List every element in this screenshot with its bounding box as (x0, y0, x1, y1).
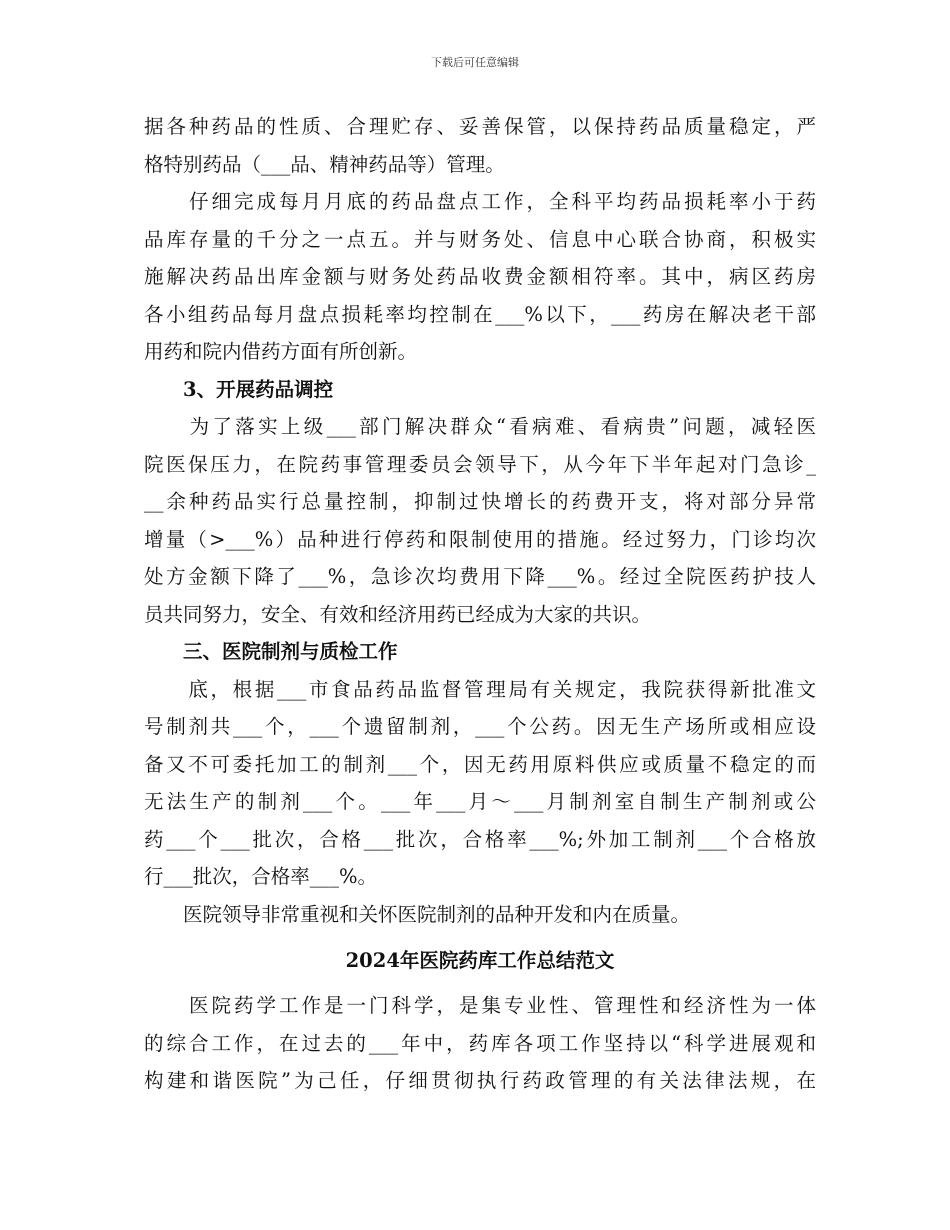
text-line: 无法生产的制剂___个。___年___月～___月制剂室自制生产制剂或公 (144, 790, 816, 813)
text-line: 医院药学工作是一门科学，是集专业性、管理性和经济性为一体 (144, 994, 816, 1017)
section-heading: 三、医院制剂与质检工作 (144, 640, 398, 663)
text-line: 药___个___批次，合格___批次，合格率___%;外加工制剂___个合格放 (144, 827, 816, 851)
text-line: 员共同努力，安全、有效和经济用药已经成为大家的共识。 (144, 602, 652, 626)
text-line: 号制剂共___个，___个遗留制剂，___个公药。因无生产场所或相应设 (144, 715, 816, 738)
text-line: 院医保压力，在院药事管理委员会领导下，从今年下半年起对门急诊_ (144, 452, 816, 476)
text-line: 行___批次，合格率___%。 (144, 865, 378, 888)
text-line: 格特别药品（___品、精神药品等）管理。 (144, 152, 505, 176)
text-line: 施解决药品出库金额与财务处药品收费金额相符率。其中，病区药房 (144, 265, 816, 288)
text-line: 备又不可委托加工的制剂___个，因无药用原料供应或质量不稳定的而 (144, 752, 816, 776)
document-title: 2024年医院药库工作总结范文 (345, 949, 615, 972)
text-line: 各小组药品每月盘点损耗率均控制在___%以下，___药房在解决老干部 (144, 302, 816, 326)
text-line: 品库存量的千分之一点五。并与财务处、信息中心联合协商，积极实 (144, 227, 816, 251)
text-line: 用药和院内借药方面有所创新。 (144, 340, 418, 363)
text-line: 为了落实上级___部门解决群众“看病难、看病贵”问题，减轻医 (144, 415, 816, 438)
text-line: 处方金额下降了___%，急诊次均费用下降___%。经过全院医药护技人 (144, 565, 816, 588)
section-heading: 3、开展药品调控 (144, 377, 334, 401)
page-header: 下载后可任意编辑 (431, 56, 519, 69)
text-line: 构建和谐医院”为己任，仔细贯彻执行药政管理的有关法律法规，在 (144, 1069, 816, 1092)
text-line: 增量（>___%）品种进行停药和限制使用的措施。经过努力，门诊均次 (144, 527, 816, 551)
text-line: 医院领导非常重视和关怀医院制剂的品种开发和内在质量。 (144, 902, 691, 926)
text-line: 据各种药品的性质、合理贮存、妥善保管，以保持药品质量稳定，严 (144, 115, 816, 138)
text-line: __余种药品实行总量控制，抑制过快增长的药费开支，将对部分异常 (144, 490, 816, 513)
text-line: 底，根据___市食品药品监督管理局有关规定，我院获得新批准文 (144, 677, 816, 701)
text-line: 的综合工作，在过去的___年中，药库各项工作坚持以“科学进展观和 (144, 1031, 816, 1055)
text-line: 仔细完成每月月底的药品盘点工作，全科平均药品损耗率小于药 (144, 190, 816, 213)
document-body (144, 108, 816, 1100)
